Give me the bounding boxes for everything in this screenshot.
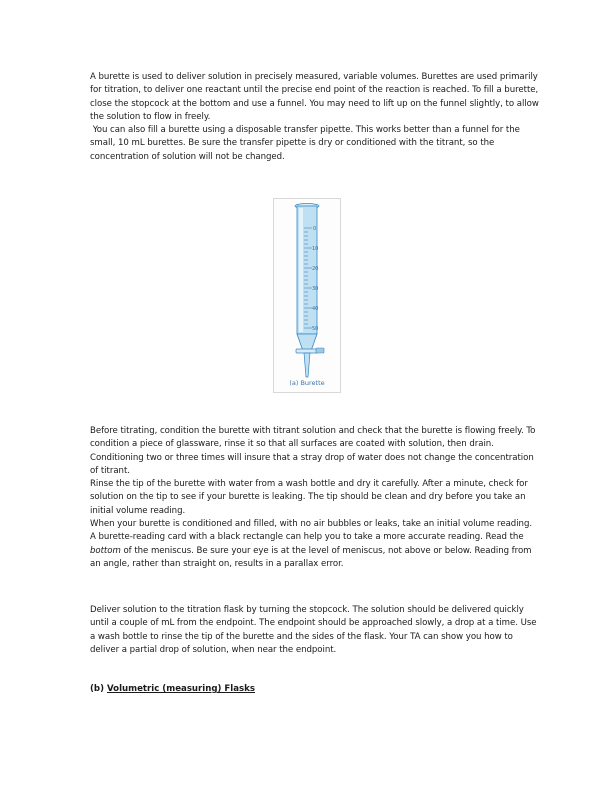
- burette-illustration-icon: [274, 199, 340, 392]
- section-title: Volumetric (measuring) Flasks: [107, 684, 255, 694]
- section-prefix: (b): [90, 684, 107, 694]
- section-heading: [90, 684, 255, 694]
- paragraph-text: [90, 518, 540, 571]
- burette-figure: [273, 198, 341, 393]
- figure-caption: (a) Burette: [289, 379, 325, 387]
- paragraph-delivery: [90, 604, 540, 657]
- paragraph-text: Before titrating, condition the burette with titrant solution and check that the burette is flowing freely. To condition a piece of glassware, rinse it so that all surfaces are coated with solution, then drain. Conditioning two or three times will insure that a stray drop of water does not change the concentration of titrant.: [90, 426, 536, 476]
- paragraph-text: You can also fill a burette using a disposable transfer pipette. This works better than a funnel for the small, 10 mL burettes. Be sure the transfer pipette is dry or conditioned with the titrant, so the concentration of solution will not be changed.: [90, 125, 523, 162]
- paragraph-text: Deliver solution to the titration flask by turning the stopcock. The solution should be delivered quickly until a couple of mL from the endpoint. The endpoint should be approached slowly, a drop at a time. Use a wash bottle to rinse the tip of the burette and the sides of the flask. Your TA can show you how to deliver a partial drop of solution, when near the endpoint.: [90, 605, 537, 655]
- paragraph-text: Rinse the tip of the burette with water from a wash bottle and dry it carefully. After a minute, check for solution on the tip to see if your burette is leaking. The tip should be clean and dry before you take an initial volume reading.: [90, 479, 528, 516]
- scale-label-20: 20: [312, 266, 319, 272]
- paragraph-conditioning: [90, 425, 540, 571]
- scale-label-30: 30: [312, 286, 319, 292]
- scale-label-50: 50: [312, 326, 319, 332]
- paragraph-burette-intro: [90, 71, 540, 164]
- scale-label-40: 40: [312, 306, 319, 312]
- scale-label-10: 10: [312, 246, 319, 252]
- scale-label-0: 0: [313, 226, 317, 232]
- text-run: When your burette is conditioned and filled, with no air bubbles or leaks, take an initial volume reading. A burette-reading card with a black rectangle can help you to take a more accurate reading. Read the: [90, 519, 533, 543]
- paragraph-text: A burette is used to deliver solution in precisely measured, variable volumes. Burettes are used primarily for titration, to deliver one reactant until the precise end point of the reaction is reached. To fill a burette, close the stopcock at the bottom and use a funnel. You may need to lift up on the funnel slightly, to allow the solution to flow in freely.: [90, 72, 539, 122]
- text-run: of the meniscus. Be sure your eye is at the level of meniscus, not above or below. Reading from an angle, rather than straight on, results in a parallax error.: [90, 545, 532, 569]
- emphasized-text: bottom: [90, 545, 121, 556]
